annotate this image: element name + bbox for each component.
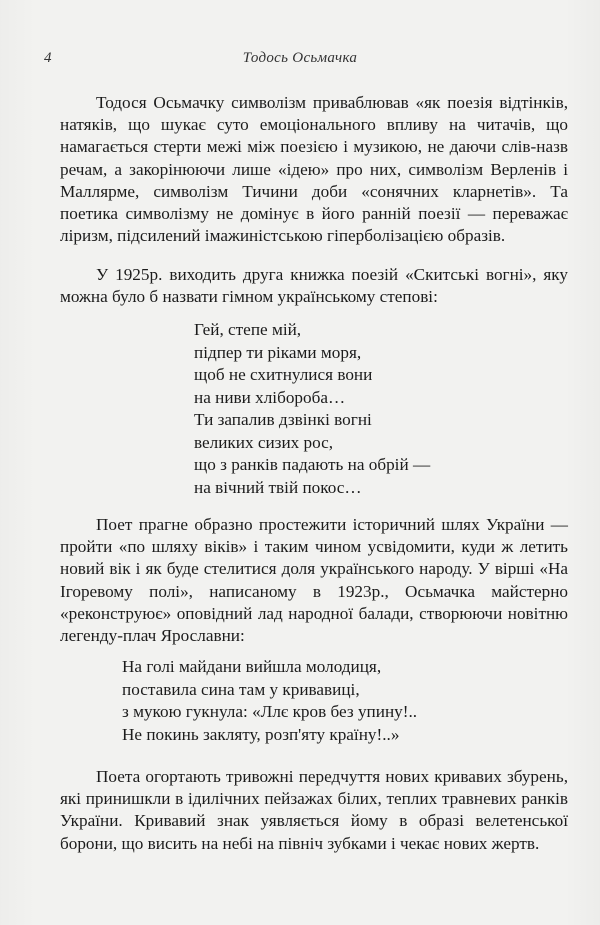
paragraph-symbolism: Тодося Осьмачку символізм приваблював «як поезія відтінків, натяків, що шукає суто емоціонального впливу на читачів, що намагається стерти межі між поезією і музикою, не даючи слів-назв речам, а закорінюючи лише «ідею» про них, символізм Верленів і Маллярме, символізм Тичини доби «сонячних кларнетів». Та поетика символізму не домінує в його ранній поезії — переважає ліризм, підсилений імажиністською гіперболізацією образів. [60, 93, 568, 246]
verse-line: поставила сина там у кривавиці, [122, 679, 360, 699]
paragraph-historical-path: Поет прагне образно простежити історичний шлях України — пройти «по шляху віків» і таким чином усвідомити, куди ж летить новий вік і як буде стелитися доля українського народу. У вірші «На Ігоревому полі», написаному в 1923р., Осьмачка майстерно «реконструює» оповідний лад народної балади, створюючи новітню легенду-плач Ярославни: [60, 515, 568, 646]
verse-line: на вічний твій покос… [194, 477, 362, 497]
verse-line: Ти запалив дзвінкі вогні [194, 410, 372, 429]
paragraph-scythian-fires: У 1925р. виходить друга книжка поезій «Скитські вогні», яку можна було б назвати гімном українському степові: [60, 265, 568, 307]
verse-line: Не покинь закляту, розп'яту країну!..» [122, 724, 400, 744]
verse-line: щоб не схитнулися вони [194, 365, 373, 384]
verse-line: з мукою гукнула: «Ллє кров без упину!.. [122, 702, 418, 721]
verse-line: підпер ти ріками моря, [194, 342, 362, 362]
paragraph-forebodings: Поета огортають тривожні передчуття нових кривавих збурень, які принишкли в ідилічних пейзажах білих, теплих травневих ранків України. Кривавий знак уявляється йому в образі велетенської борони, що висить на небі на північ зубками і чекає нових жертв. [60, 767, 568, 853]
verse-line: На голі майдани вийшла молодиця, [122, 657, 382, 676]
page-number: 4 [44, 50, 52, 66]
verse-line: Гей, степе мій, [194, 320, 302, 339]
running-header [0, 50, 600, 74]
verse-steppe [194, 319, 430, 499]
verse-line: на ниви хлібороба… [194, 387, 346, 407]
running-title: Тодось Осьмачка [242, 50, 358, 66]
verse-line: що з ранків падають на обрій — [194, 455, 431, 474]
verse-lament [122, 656, 417, 746]
verse-line: великих сизих рос, [194, 432, 334, 452]
